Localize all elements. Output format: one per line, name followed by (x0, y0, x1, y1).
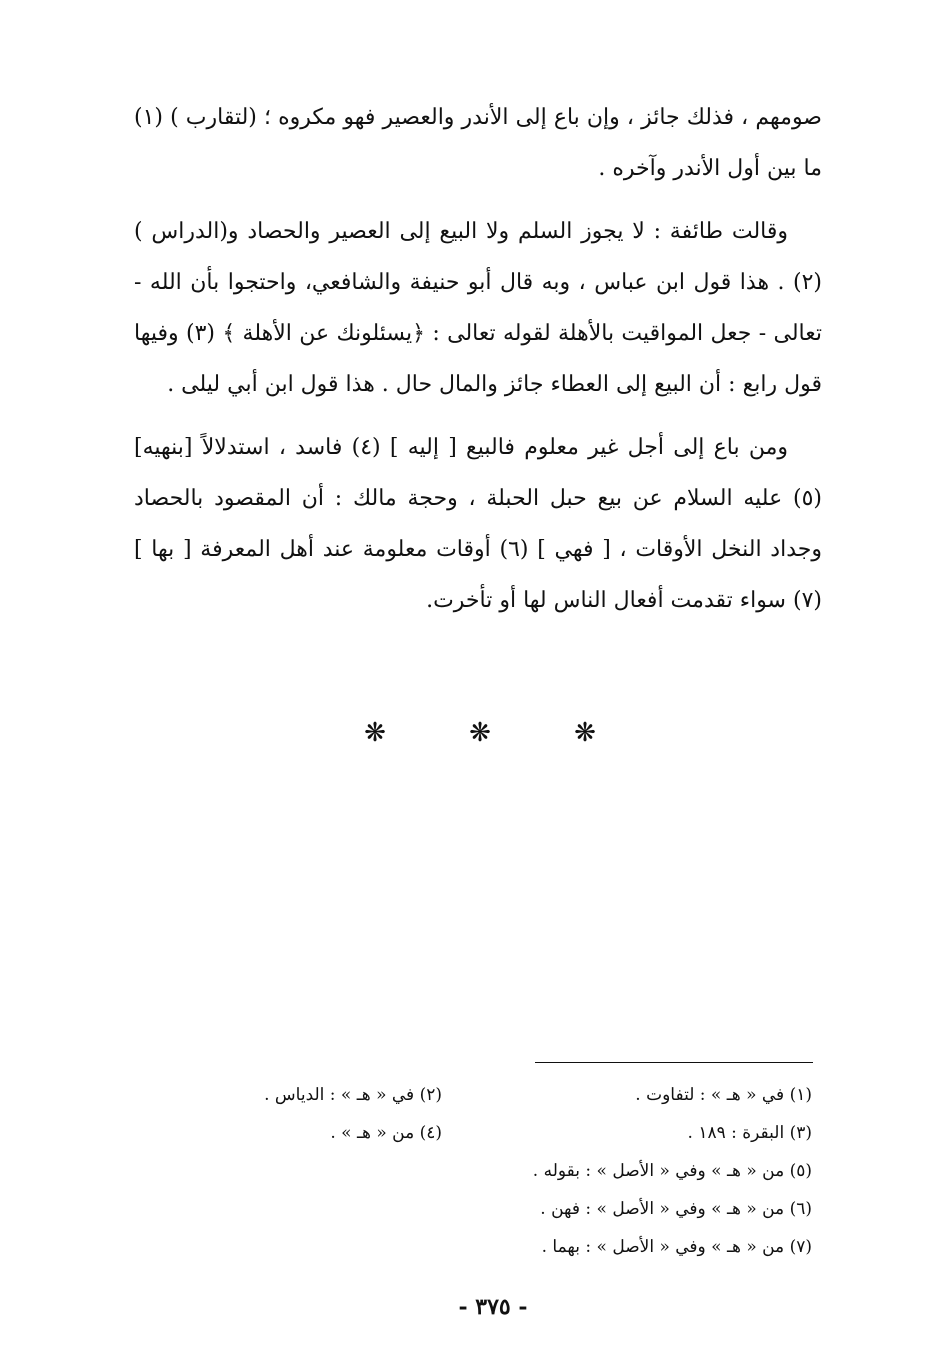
footnote-5: (٥) من « هـ » وفي « الأصل » : بقوله . (532, 1161, 812, 1181)
paragraph-3: ومن باع إلى أجل غير معلوم فالبيع [ إليه ] (٤) فاسد ، استدلالاً [بنهيه] (٥) عليه السلام عن بيع حبل الحبلة ، وحجة مالك : أن المقصود بالحصاد وجداد النخل الأوقات ، [ فهي ] (٦) أوقات معلومة عند أهل المعرفة [ بها ] (٧) سواء تقدمت أفعال الناس لها أو تأخرت. (134, 435, 822, 613)
footnote-2: (٢) في « هـ » : الدياس . (264, 1085, 442, 1105)
footnote-row (200, 1152, 812, 1190)
footnote-7: (٧) من « هـ » وفي « الأصل » : بهما . (541, 1237, 812, 1257)
footnote-row (200, 1076, 812, 1114)
footnote-separator (535, 1062, 813, 1063)
paragraph-2: وقالت طائفة : لا يجوز السلم ولا البيع إلى العصير والحصاد و(الدراس ) (٢) . هذا قول ابن عباس ، وبه قال أبو حنيفة والشافعي، واحتجوا بأن الله - تعالى - جعل المواقيت بالأهلة لقوله تعالى : ﴿يسئلونك عن الأهلة ﴾ (٣) وفيها قول رابع : أن البيع إلى العطاء جائز والمال حال . هذا قول ابن أبي ليلى . (134, 219, 822, 397)
asterism-icon: ❋ (469, 718, 491, 748)
footnote-row (200, 1228, 812, 1266)
footnote-4: (٤) من « هـ » . (330, 1123, 442, 1143)
main-text-body (134, 92, 822, 626)
section-divider (360, 718, 600, 748)
footnote-row (200, 1114, 812, 1152)
paragraph-1: صومهم ، فذلك جائز ، وإن باع إلى الأندر والعصير فهو مكروه ؛ (لتقارب ) (١) ما بين أول الأندر وآخره . (134, 105, 822, 181)
footnote-1: (١) في « هـ » : لتفاوت . (635, 1085, 812, 1105)
asterism-icon: ❋ (364, 718, 386, 748)
page-number: - ٣٧٥ - (458, 1294, 528, 1320)
footnote-6: (٦) من « هـ » وفي « الأصل » : فهن . (540, 1199, 812, 1219)
footnote-3: (٣) البقرة : ١٨٩ . (687, 1123, 812, 1143)
asterism-icon: ❋ (574, 718, 596, 748)
footnote-row (200, 1190, 812, 1228)
footnotes (200, 1076, 812, 1266)
